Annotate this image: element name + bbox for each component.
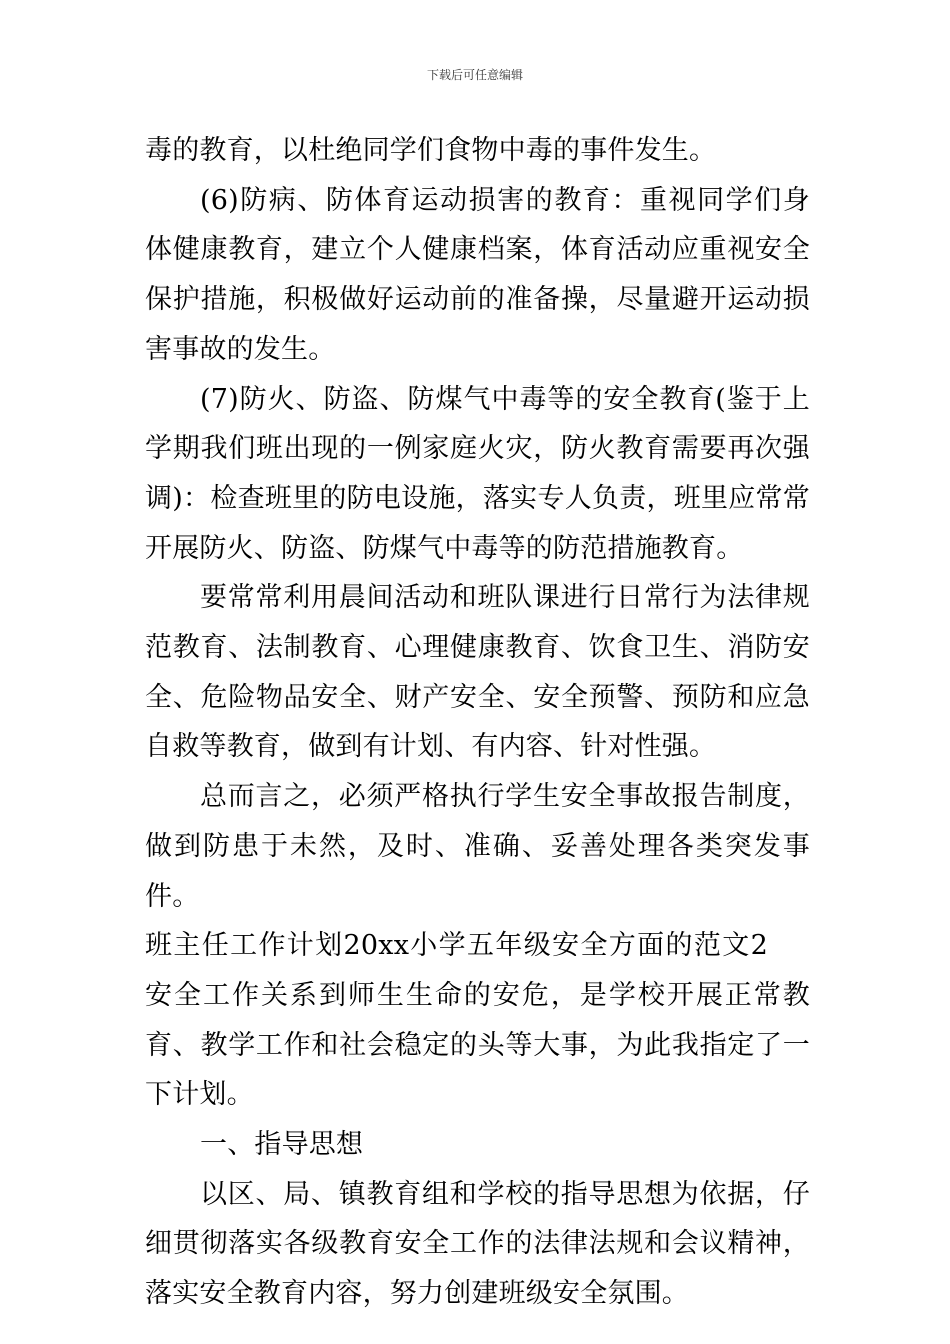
paragraph-4: 要常常利用晨间活动和班队课进行日常行为法律规范教育、法制教育、心理健康教育、饮食卫生、消防安全、危险物品安全、财产安全、安全预警、预防和应急自救等教育，做到有计划、有内容、针对性强。 (145, 582, 810, 763)
heading-guiding-thought: 一、指导思想 (200, 1129, 364, 1161)
header-note: 下载后可任意编辑 (426, 68, 523, 82)
section-title: 班主任工作计划20xx小学五年级安全方面的范文2 (145, 930, 768, 962)
paragraph-1: 毒的教育，以杜绝同学们食物中毒的事件发生。 (145, 135, 717, 166)
paragraph-6-body: 安全工作关系到师生生命的安危，是学校开展正常教育、教学工作和社会稳定的头等大事，为此我指定了一下计划。 (145, 979, 810, 1111)
paragraph-5: 总而言之，必须严格执行学生安全事故报告制度，做到防患于未然，及时、准确、妥善处理各类突发事件。 (145, 781, 810, 912)
paragraph-2: (6)防病、防体育运动损害的教育：重视同学们身体健康教育，建立个人健康档案，体育活动应重视安全保护措施，积极做好运动前的准备操，尽量避开运动损害事故的发生。 (145, 184, 810, 365)
paragraph-8: 以区、局、镇教育组和学校的指导思想为依据，仔细贯彻落实各级教育安全工作的法律法规和会议精神，落实安全教育内容，努力创建班级安全氛围。 (145, 1178, 810, 1310)
paragraph-6 (145, 921, 810, 1120)
document-body (145, 126, 810, 1319)
paragraph-3: (7)防火、防盗、防煤气中毒等的安全教育(鉴于上学期我们班出现的一例家庭火灾，防火教育需要再次强调)：检查班里的防电设施，落实专人负责，班里应常常开展防火、防盗、防煤气中毒等的防范措施教育。 (145, 383, 810, 564)
